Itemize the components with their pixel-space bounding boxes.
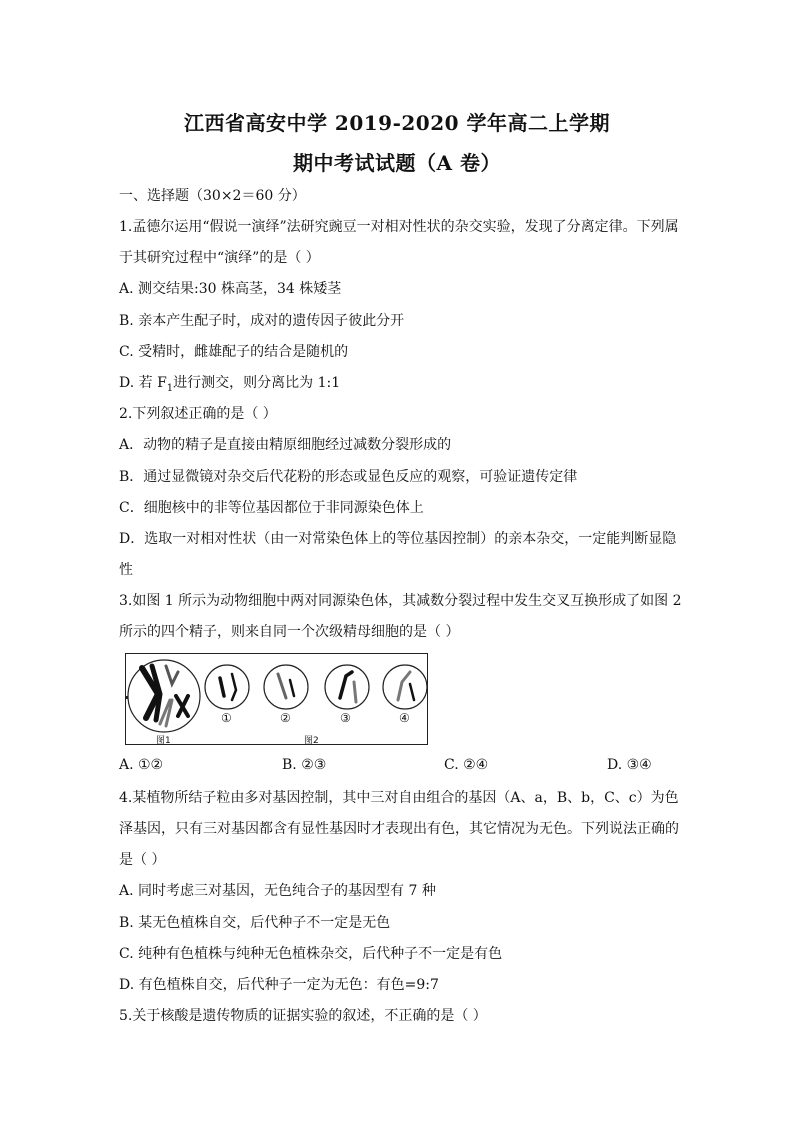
q3-figure bbox=[125, 653, 428, 745]
exam-title-line2: 期中考试试题（A 卷） bbox=[293, 151, 501, 175]
q3-option-d: D. ③④ bbox=[607, 757, 652, 773]
q2-option-c: C．细胞核中的非等位基因都位于非同源染色体上 bbox=[119, 500, 424, 516]
q4-option-b: B. 某无色植株自交，后代种子不一定是无色 bbox=[119, 915, 391, 931]
sperm-number-1: ① bbox=[221, 711, 232, 725]
q4-stem-line1: 4.某植物所结子粒由多对基因控制，其中三对自由组合的基因（A、a，B、b，C、c）为色 bbox=[119, 790, 679, 806]
q2-option-b: B．通过显微镜对杂交后代花粉的形态或显色反应的观察，可验证遗传定律 bbox=[119, 469, 578, 485]
fig1-edge-mark bbox=[126, 696, 128, 699]
sperm-cell-2-chromosome-a bbox=[278, 674, 286, 698]
fig1-chromosome-dark-3 bbox=[176, 696, 188, 716]
sperm-cell-2-outline bbox=[264, 665, 308, 709]
sperm-cell-1-chromosome-a bbox=[220, 678, 224, 696]
sperm-cell-1-chromosome-b bbox=[232, 674, 236, 700]
sperm-cell-3-chromosome-b bbox=[354, 682, 356, 702]
sperm-cell-4-chromosome-a bbox=[398, 672, 410, 700]
q4-stem-line3: 是（ ） bbox=[119, 852, 166, 868]
q1-option-d-prefix: D. 若 F bbox=[119, 375, 167, 391]
exam-title-line1: 江西省高安中学 2019-2020 学年高二上学期 bbox=[183, 111, 611, 135]
sperm-cell-3-outline bbox=[325, 665, 369, 709]
q1-stem-line1: 1.孟德尔运用“假说一演绎”法研究豌豆一对相对性状的杂交实验，发现了分离定律。下列属 bbox=[119, 219, 679, 235]
q1-option-b: B. 亲本产生配子时，成对的遗传因子彼此分开 bbox=[119, 313, 405, 329]
sperm-cell-3-chromosome-a bbox=[340, 672, 352, 698]
sperm-number-4: ④ bbox=[399, 711, 410, 725]
q3-option-a: A. ①② bbox=[119, 757, 164, 773]
fig1-chromosome-light-1 bbox=[166, 666, 178, 684]
q1-option-d-subscript: 1 bbox=[166, 382, 174, 394]
q1-option-a: A. 测交结果:30 株高茎，34 株矮茎 bbox=[119, 281, 342, 297]
sperm-number-2: ② bbox=[280, 711, 291, 725]
sperm-cell-4-outline bbox=[383, 665, 427, 709]
q2-option-d-line2: 性 bbox=[119, 562, 133, 578]
figure-2-label: 图2 bbox=[304, 736, 319, 746]
q1-option-c: C. 受精时，雌雄配子的结合是随机的 bbox=[119, 344, 349, 360]
q5-stem: 5.关于核酸是遗传物质的证据实验的叙述，不正确的是（ ） bbox=[119, 1008, 487, 1024]
q4-stem-line2: 泽基因，只有三对基因都含有显性基因时才表现出有色，其它情况为无色。下列说法正确的 bbox=[119, 821, 679, 837]
q4-option-a: A. 同时考虑三对基因，无色纯合子的基因型有 7 种 bbox=[119, 883, 436, 899]
chromosome-figure bbox=[126, 654, 427, 744]
section-heading: 一、选择题（30×2＝60 分） bbox=[119, 188, 306, 204]
q2-option-a: A．动物的精子是直接由精原细胞经过减数分裂形成的 bbox=[119, 437, 452, 453]
q3-option-c: C. ②④ bbox=[444, 757, 489, 773]
q3-option-b: B. ②③ bbox=[282, 757, 327, 773]
q1-option-d-suffix: 进行测交，则分离比为 1:1 bbox=[173, 375, 341, 391]
q1-option-d bbox=[119, 373, 340, 399]
q4-option-d: D. 有色植株自交，后代种子一定为无色：有色=9:7 bbox=[119, 977, 439, 993]
fig1-chromosome-light-2 bbox=[160, 700, 172, 726]
sperm-cell-4-chromosome-b bbox=[410, 684, 414, 700]
sperm-cell-1-outline bbox=[205, 665, 249, 709]
figure-1-label: 图1 bbox=[156, 736, 171, 746]
q1-stem-line2: 于其研究过程中“演绎”的是（ ） bbox=[119, 250, 320, 266]
q3-stem-line2: 所示的四个精子，则来自同一个次级精母细胞的是（ ） bbox=[119, 624, 460, 640]
sperm-number-3: ③ bbox=[340, 711, 351, 725]
sperm-cell-2-chromosome-b bbox=[290, 680, 294, 696]
q2-stem: 2.下列叙述正确的是（ ） bbox=[119, 406, 277, 422]
q4-option-c: C. 纯种有色植株与纯种无色植株杂交，后代种子不一定是有色 bbox=[119, 946, 503, 962]
q3-stem-line1: 3.如图 1 所示为动物细胞中两对同源染色体，其减数分裂过程中发生交叉互换形成了如图 2 bbox=[119, 593, 682, 609]
q2-option-d-line1: D．选取一对相对性状（由一对常染色体上的等位基因控制）的亲本杂交，一定能判断显隐 bbox=[119, 531, 677, 547]
